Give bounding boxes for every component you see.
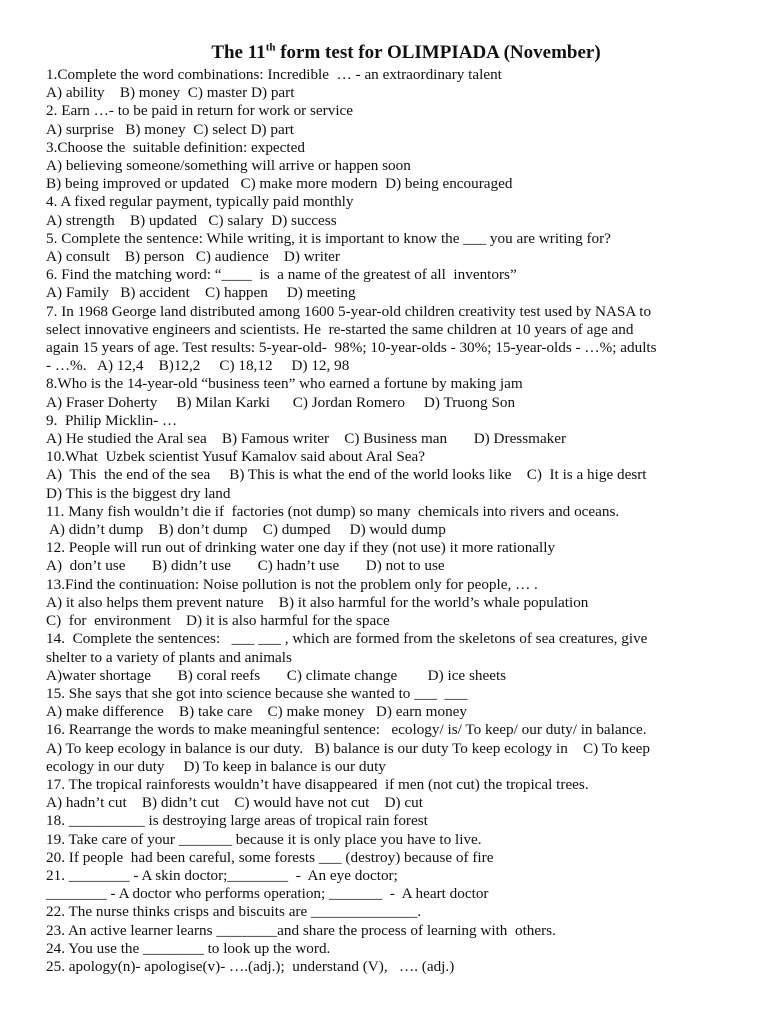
question-5-options: A) consult B) person C) audience D) writer: [46, 248, 340, 266]
question-16-options-line-2: ecology in our duty D) To keep in balance is our duty: [46, 757, 386, 775]
question-13-options-ab: A) it also helps them prevent nature B) it also harmful for the world’s whale population: [46, 593, 589, 611]
question-2-options: A) surprise B) money C) select D) part: [46, 120, 294, 138]
question-14-text-line-2: shelter to a variety of plants and animals: [46, 648, 292, 666]
question-14-options: A)water shortage B) coral reefs C) climate change D) ice sheets: [46, 666, 507, 684]
question-6-text: 6. Find the matching word: “____ is a name of the greatest of all inventors”: [46, 266, 517, 284]
question-3-option-a: A) believing someone/something will arrive or happen soon: [46, 157, 411, 175]
question-15-text: 15. She says that she got into science because she wanted to ___ ___: [46, 684, 468, 702]
question-8-text: 8.Who is the 14-year-old “business teen” who earned a fortune by making jam: [46, 375, 523, 393]
question-24-text: 24. You use the ________ to look up the word.: [46, 939, 331, 957]
question-6-options: A) Family B) accident C) happen D) meeting: [46, 284, 356, 302]
question-4-options: A) strength B) updated C) salary D) success: [46, 211, 337, 229]
question-11-options: A) didn’t dump B) don’t dump C) dumped D) would dump: [46, 521, 446, 539]
question-3-options-bcd: B) being improved or updated C) make more modern D) being encouraged: [46, 175, 513, 193]
question-16-text: 16. Rearrange the words to make meaningful sentence: ecology/ is/ To keep/ our duty/ in balance.: [46, 721, 647, 739]
question-10-option-d: D) This is the biggest dry land: [46, 484, 231, 502]
question-11-text: 11. Many fish wouldn’t die if factories (not dump) so many chemicals into rivers and oceans.: [46, 502, 620, 520]
question-7-text-line-2: select innovative engineers and scientists. He re-started the same children at 10 years of age and: [46, 320, 634, 338]
question-25-text: 25. apology(n)- apologise(v)- ….(adj.); understand (V), …. (adj.): [46, 957, 455, 975]
question-1-options: A) ability B) money C) master D) part: [46, 84, 295, 102]
question-20-text: 20. If people had been careful, some forests ___ (destroy) because of fire: [46, 848, 494, 866]
question-22-text: 22. The nurse thinks crisps and biscuits are ______________.: [46, 903, 422, 921]
question-7-text-line-1: 7. In 1968 George land distributed among 1600 5-year-old children creativity test used by NASA to: [46, 302, 652, 320]
title-suffix: form test for OLIMPIADA (November): [275, 42, 601, 63]
question-12-options: A) don’t use B) didn’t use C) hadn’t use D) not to use: [46, 557, 445, 575]
question-10-text: 10.What Uzbek scientist Yusuf Kamalov said about Aral Sea?: [46, 448, 426, 466]
question-9-options: A) He studied the Aral sea B) Famous writer C) Business man D) Dressmaker: [46, 430, 567, 448]
question-18-text: 18. __________ is destroying large areas of tropical rain forest: [46, 812, 428, 830]
question-2-text: 2. Earn …- to be paid in return for work or service: [46, 102, 354, 120]
question-13-text: 13.Find the continuation: Noise pollution is not the problem only for people, … .: [46, 575, 538, 593]
question-5-text: 5. Complete the sentence: While writing, it is important to know the ___ you are writing for?: [46, 229, 611, 247]
question-1-text: 1.Complete the word combinations: Incredible … - an extraordinary talent: [46, 66, 502, 83]
question-4-text: 4. A fixed regular payment, typically paid monthly: [46, 193, 354, 211]
question-17-text: 17. The tropical rainforests wouldn’t have disappeared if men (not cut) the tropical trees.: [46, 775, 589, 793]
question-8-options: A) Fraser Doherty B) Milan Karki C) Jordan Romero D) Truong Son: [46, 393, 516, 411]
question-21-text-line-1: 21. ________ - A skin doctor;________ - An eye doctor;: [46, 866, 398, 884]
question-7-text-line-3: again 15 years of age. Test results: 5-year-old- 98%; 10-year-olds - 30%; 15-year-olds - …%; adults: [46, 339, 657, 357]
question-23-text: 23. An active learner learns ________and share the process of learning with others.: [46, 921, 556, 939]
question-14-text-line-1: 14. Complete the sentences: ___ ___ , which are formed from the skeletons of sea creatures, give: [46, 630, 648, 648]
question-16-options-line-1: A) To keep ecology in balance is our duty. B) balance is our duty To keep ecology in C) To keep: [46, 739, 651, 757]
question-15-options: A) make difference B) take care C) make money D) earn money: [46, 703, 467, 721]
title-superscript: th: [265, 41, 276, 54]
question-17-options: A) hadn’t cut B) didn’t cut C) would have not cut D) cut: [46, 794, 423, 812]
page-title: [76, 42, 736, 66]
question-13-options-cd: C) for environment D) it is also harmful for the space: [46, 612, 390, 630]
question-10-options-abc: A) This the end of the sea B) This is what the end of the world looks like C) It is a hige desrt: [46, 466, 647, 484]
question-9-text: 9. Philip Micklin- …: [46, 411, 178, 429]
title-prefix: The 11: [211, 42, 266, 63]
question-21-text-line-2: ________ - A doctor who performs operation; _______ - A heart doctor: [46, 885, 489, 903]
question-19-text: 19. Take care of your _______ because it is only place you have to live.: [46, 830, 482, 848]
question-3-text: 3.Choose the suitable definition: expected: [46, 138, 305, 156]
question-12-text: 12. People will run out of drinking water one day if they (not use) it more rationally: [46, 539, 556, 557]
test-page: [46, 42, 736, 976]
question-7-options: - …%. A) 12,4 B)12,2 C) 18,12 D) 12, 98: [46, 357, 350, 375]
